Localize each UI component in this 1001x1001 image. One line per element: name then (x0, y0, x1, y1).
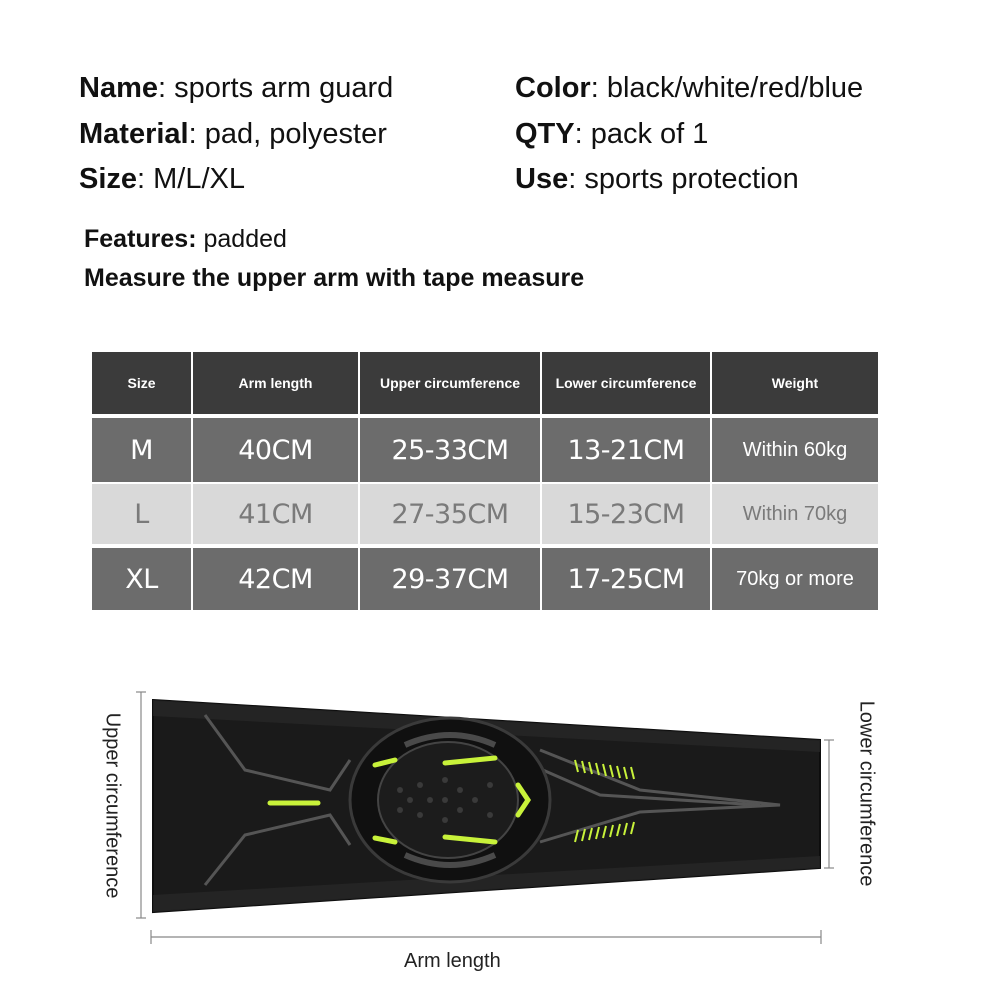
lower-circumference-label: Lower circumference (855, 700, 878, 887)
spec-qty-value: : pack of 1 (574, 118, 709, 150)
table-cell-weight: Within 70kg (712, 484, 878, 544)
table-cell-weight: Within 60kg (712, 418, 878, 482)
spec-color-label: Color (515, 72, 591, 104)
spec-color-value: : black/white/red/blue (590, 72, 864, 104)
features-label: Features: (84, 225, 197, 253)
spec-size-label: Size (79, 163, 138, 195)
table-cell-lower: 17-25CM (542, 548, 710, 610)
table-header-upper-circumference: Upper circumference (360, 352, 540, 414)
table-cell-arm: 42CM (193, 548, 358, 610)
spec-size-value: : M/L/XL (137, 163, 246, 195)
spec-name-label: Name (79, 72, 158, 104)
table-header-size: Size (92, 352, 191, 414)
spec-material-value: : pad, polyester (188, 118, 387, 150)
spec-material-label: Material (79, 118, 189, 150)
spec-use-label: Use (515, 163, 569, 195)
table-cell-size: XL (92, 548, 191, 610)
table-cell-arm: 40CM (193, 418, 358, 482)
table-cell-size: L (92, 484, 191, 544)
table-cell-arm: 41CM (193, 484, 358, 544)
table-cell-lower: 15-23CM (542, 484, 710, 544)
table-header-lower-circumference: Lower circumference (542, 352, 710, 414)
arm-length-label: Arm length (404, 950, 501, 972)
table-cell-lower: 13-21CM (542, 418, 710, 482)
upper-circumference-label: Upper circumference (101, 712, 124, 899)
table-cell-upper: 29-37CM (360, 548, 540, 610)
measure-note-text: Measure the upper arm with tape measure (84, 264, 585, 292)
table-cell-size: M (92, 418, 191, 482)
spec-use-value: : sports protection (568, 163, 799, 195)
features-value: padded (196, 225, 287, 253)
table-cell-upper: 25-33CM (360, 418, 540, 482)
table-cell-weight: 70kg or more (712, 548, 878, 610)
table-header-weight: Weight (712, 352, 878, 414)
table-header-arm-length: Arm length (193, 352, 358, 414)
spec-name-value: : sports arm guard (158, 72, 394, 104)
spec-qty-label: QTY (515, 118, 575, 150)
table-cell-upper: 27-35CM (360, 484, 540, 544)
